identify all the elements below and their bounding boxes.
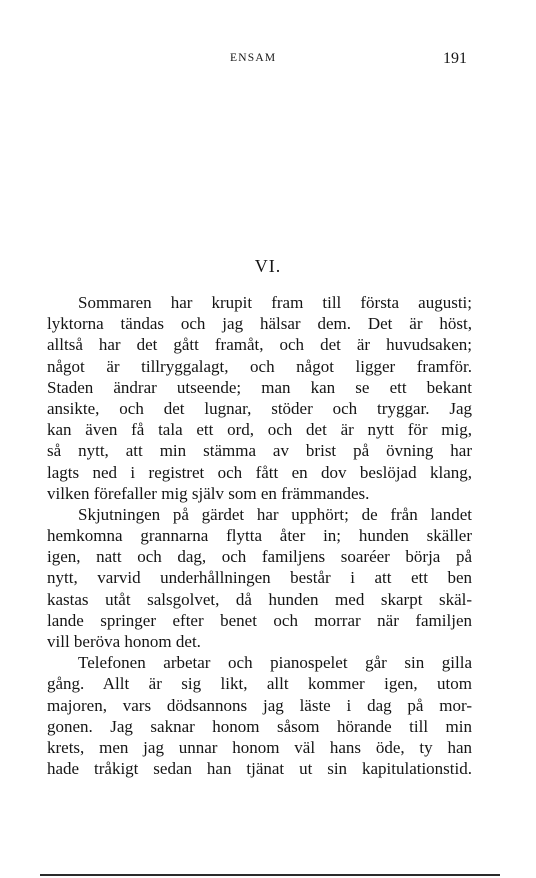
text-line: alltså har det gått framåt, och det är huvudsaken; (47, 335, 472, 355)
text-line: hemkomna grannarna flytta åter in; hunden skäller (47, 526, 472, 546)
body-text (47, 292, 472, 779)
text-line: gonen. Jag saknar honom såsom hörande till min (47, 716, 472, 736)
text-line: kan även få tala ett ord, och det är nytt för mig, (47, 420, 472, 440)
text-line: lande springer efter benet och morrar när familjen (47, 610, 472, 630)
text-line: lyktorna tändas och jag hälsar dem. Det är höst, (47, 314, 472, 334)
running-title: ENSAM (230, 52, 277, 64)
text-line: krets, men jag unnar honom väl hans öde, ty han (47, 737, 472, 757)
text-line: Skjutningen på gärdet har upphört; de från landet (78, 504, 472, 524)
text-line: kastas utåt salsgolvet, då hunden med skarpt skäl- (47, 589, 472, 609)
text-line: vilken förefaller mig själv som en främmandes. (47, 483, 370, 503)
text-line: Sommaren har krupit fram till första augusti; (78, 293, 472, 312)
page-number: 191 (443, 50, 467, 67)
text-line: ansikte, och det lugnar, stöder och tryggar. Jag (47, 398, 472, 418)
text-line: något är tillryggalagt, och något ligger framför. (47, 356, 472, 376)
text-line: igen, natt och dag, och familjens soaréer börja på (47, 547, 472, 567)
chapter-heading: VI. (254, 256, 282, 276)
text-line: majoren, vars dödsannons jag läste i dag på mor- (47, 695, 472, 715)
paragraph-2 (47, 504, 472, 652)
text-line: så nytt, att min stämma av brist på övning har (47, 441, 472, 461)
text-line: lagts ned i registret och fått en dov beslöjad klang, (47, 462, 472, 482)
bottom-rule (40, 874, 500, 876)
text-line: hade tråkigt sedan han tjänat ut sin kapitulationstid. (47, 759, 472, 779)
text-line: Telefonen arbetar och pianospelet går sin gilla (78, 653, 472, 673)
paragraph-1 (47, 292, 472, 504)
text-line: vill beröva honom det. (47, 632, 201, 651)
text-line: Staden ändrar utseende; man kan se ett bekant (47, 377, 472, 397)
text-line: gång. Allt är sig likt, allt kommer igen, utom (47, 674, 472, 694)
running-head (0, 52, 536, 72)
paragraph-3 (47, 652, 472, 779)
text-line: nytt, varvid underhållningen består i att ett ben (47, 568, 472, 588)
